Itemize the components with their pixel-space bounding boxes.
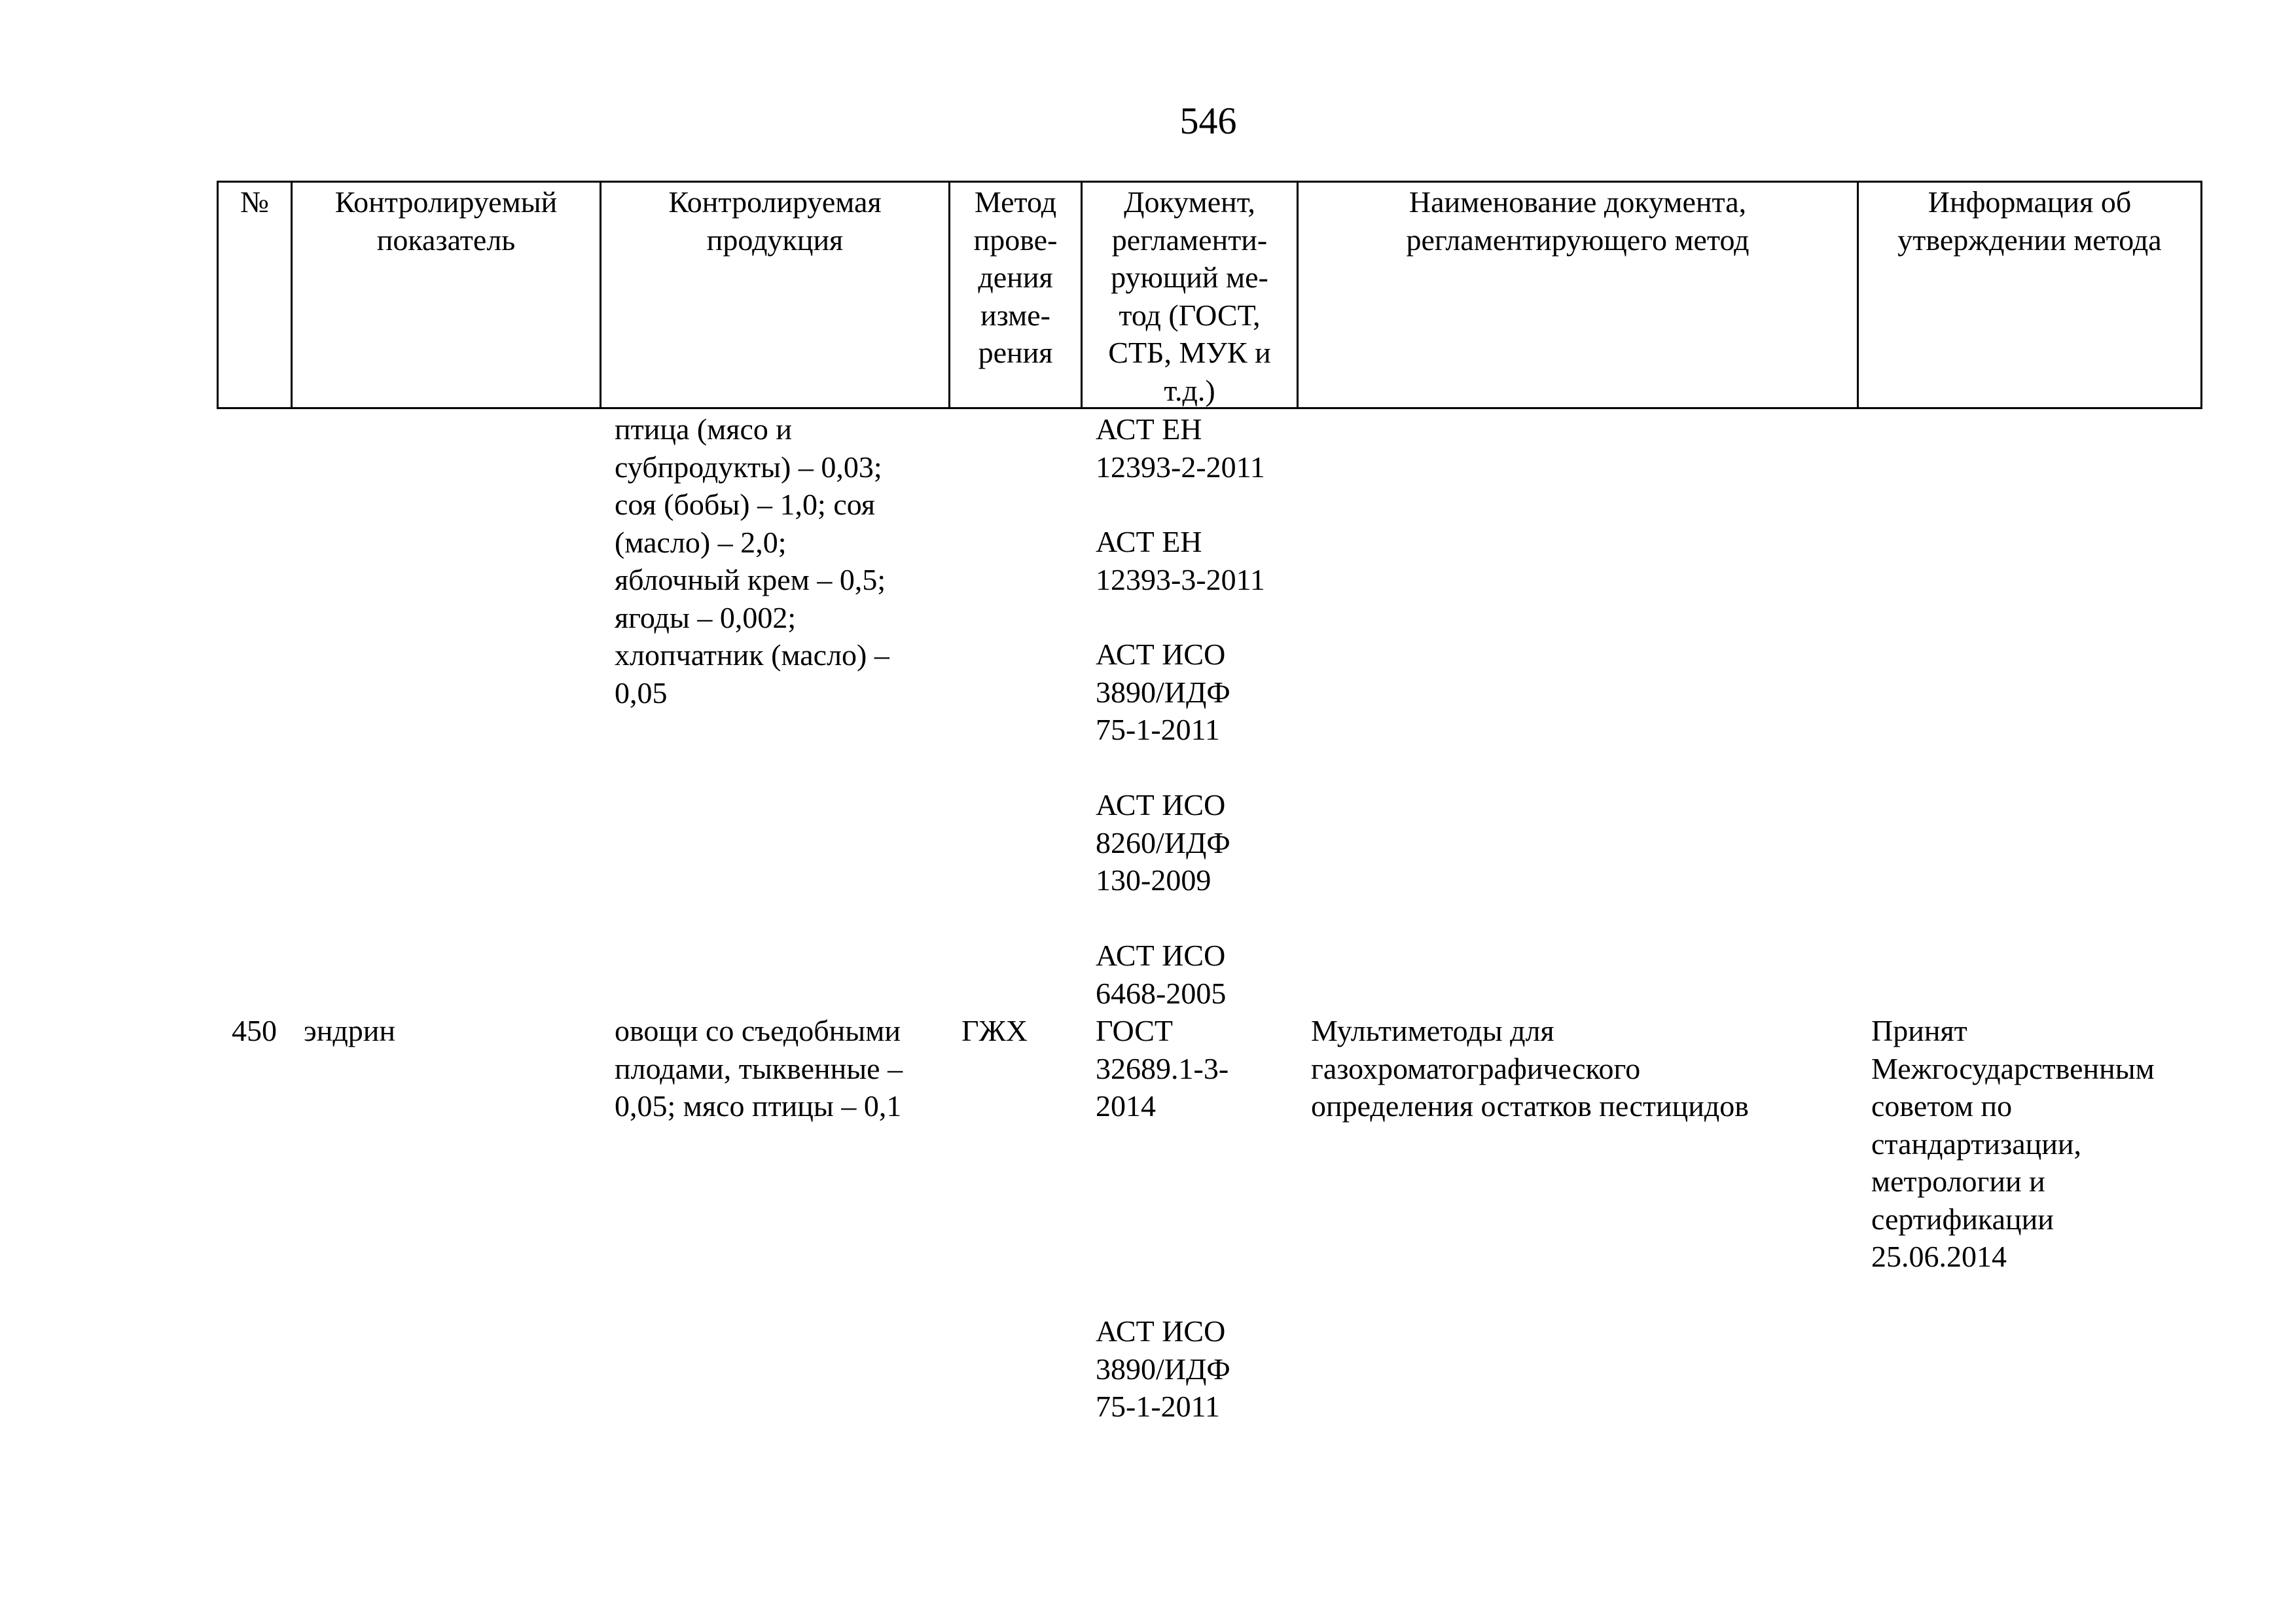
header-top-border [217, 181, 2202, 183]
row-indicator: эндрин [304, 1014, 395, 1047]
header-number: № [240, 185, 269, 219]
continuation-document: АСТ ИСО 8260/ИДФ 130-2009 [1096, 788, 1230, 897]
continuation-document: АСТ ЕН 12393-2-2011 [1096, 412, 1265, 484]
header-col-divider [2200, 181, 2202, 409]
row-extra-document: АСТ ИСО 3890/ИДФ 75-1-2011 [1096, 1314, 1230, 1423]
row-document: ГОСТ 32689.1-3- 2014 [1096, 1014, 1229, 1123]
row-document-name: Мультиметоды для газохроматографического определения остатков пестицидов [1311, 1014, 1749, 1123]
row-method: ГЖХ [961, 1014, 1028, 1047]
continuation-document: АСТ ИСО 6468-2005 [1096, 939, 1227, 1010]
header-approval-info: Информация об утверждении метода [1897, 185, 2162, 257]
continuation-document: АСТ ИСО 3890/ИДФ 75-1-2011 [1096, 638, 1230, 746]
header-indicator: Контролируемый показатель [334, 185, 558, 257]
header-method: Метод прове- дения изме- рения [973, 185, 1058, 369]
row-product: овощи со съедобными плодами, тыквенные – 0,05; мясо птицы – 0,1 [615, 1014, 903, 1123]
continuation-product: птица (мясо и субпродукты) – 0,03; соя (бобы) – 1,0; соя (масло) – 2,0; яблочный крем – 0,5; ягоды – 0,002; хлопчатник (масло) – 0,05 [615, 412, 889, 710]
row-number: 450 [232, 1014, 277, 1047]
header-product: Контролируемая продукция [668, 185, 882, 257]
page-number: 546 [1179, 99, 1237, 142]
header-document-name: Наименование документа, регламентирующего метод [1406, 185, 1749, 257]
continuation-document: АСТ ЕН 12393-3-2011 [1096, 525, 1265, 596]
header-document: Документ, регламенти- рующий ме- тод (ГОСТ, СТБ, МУК и т.д.) [1108, 185, 1271, 407]
row-approval-info: Принят Межгосударственным советом по стандартизации, метрологии и сертификации 25.06.2014 [1871, 1014, 2155, 1273]
